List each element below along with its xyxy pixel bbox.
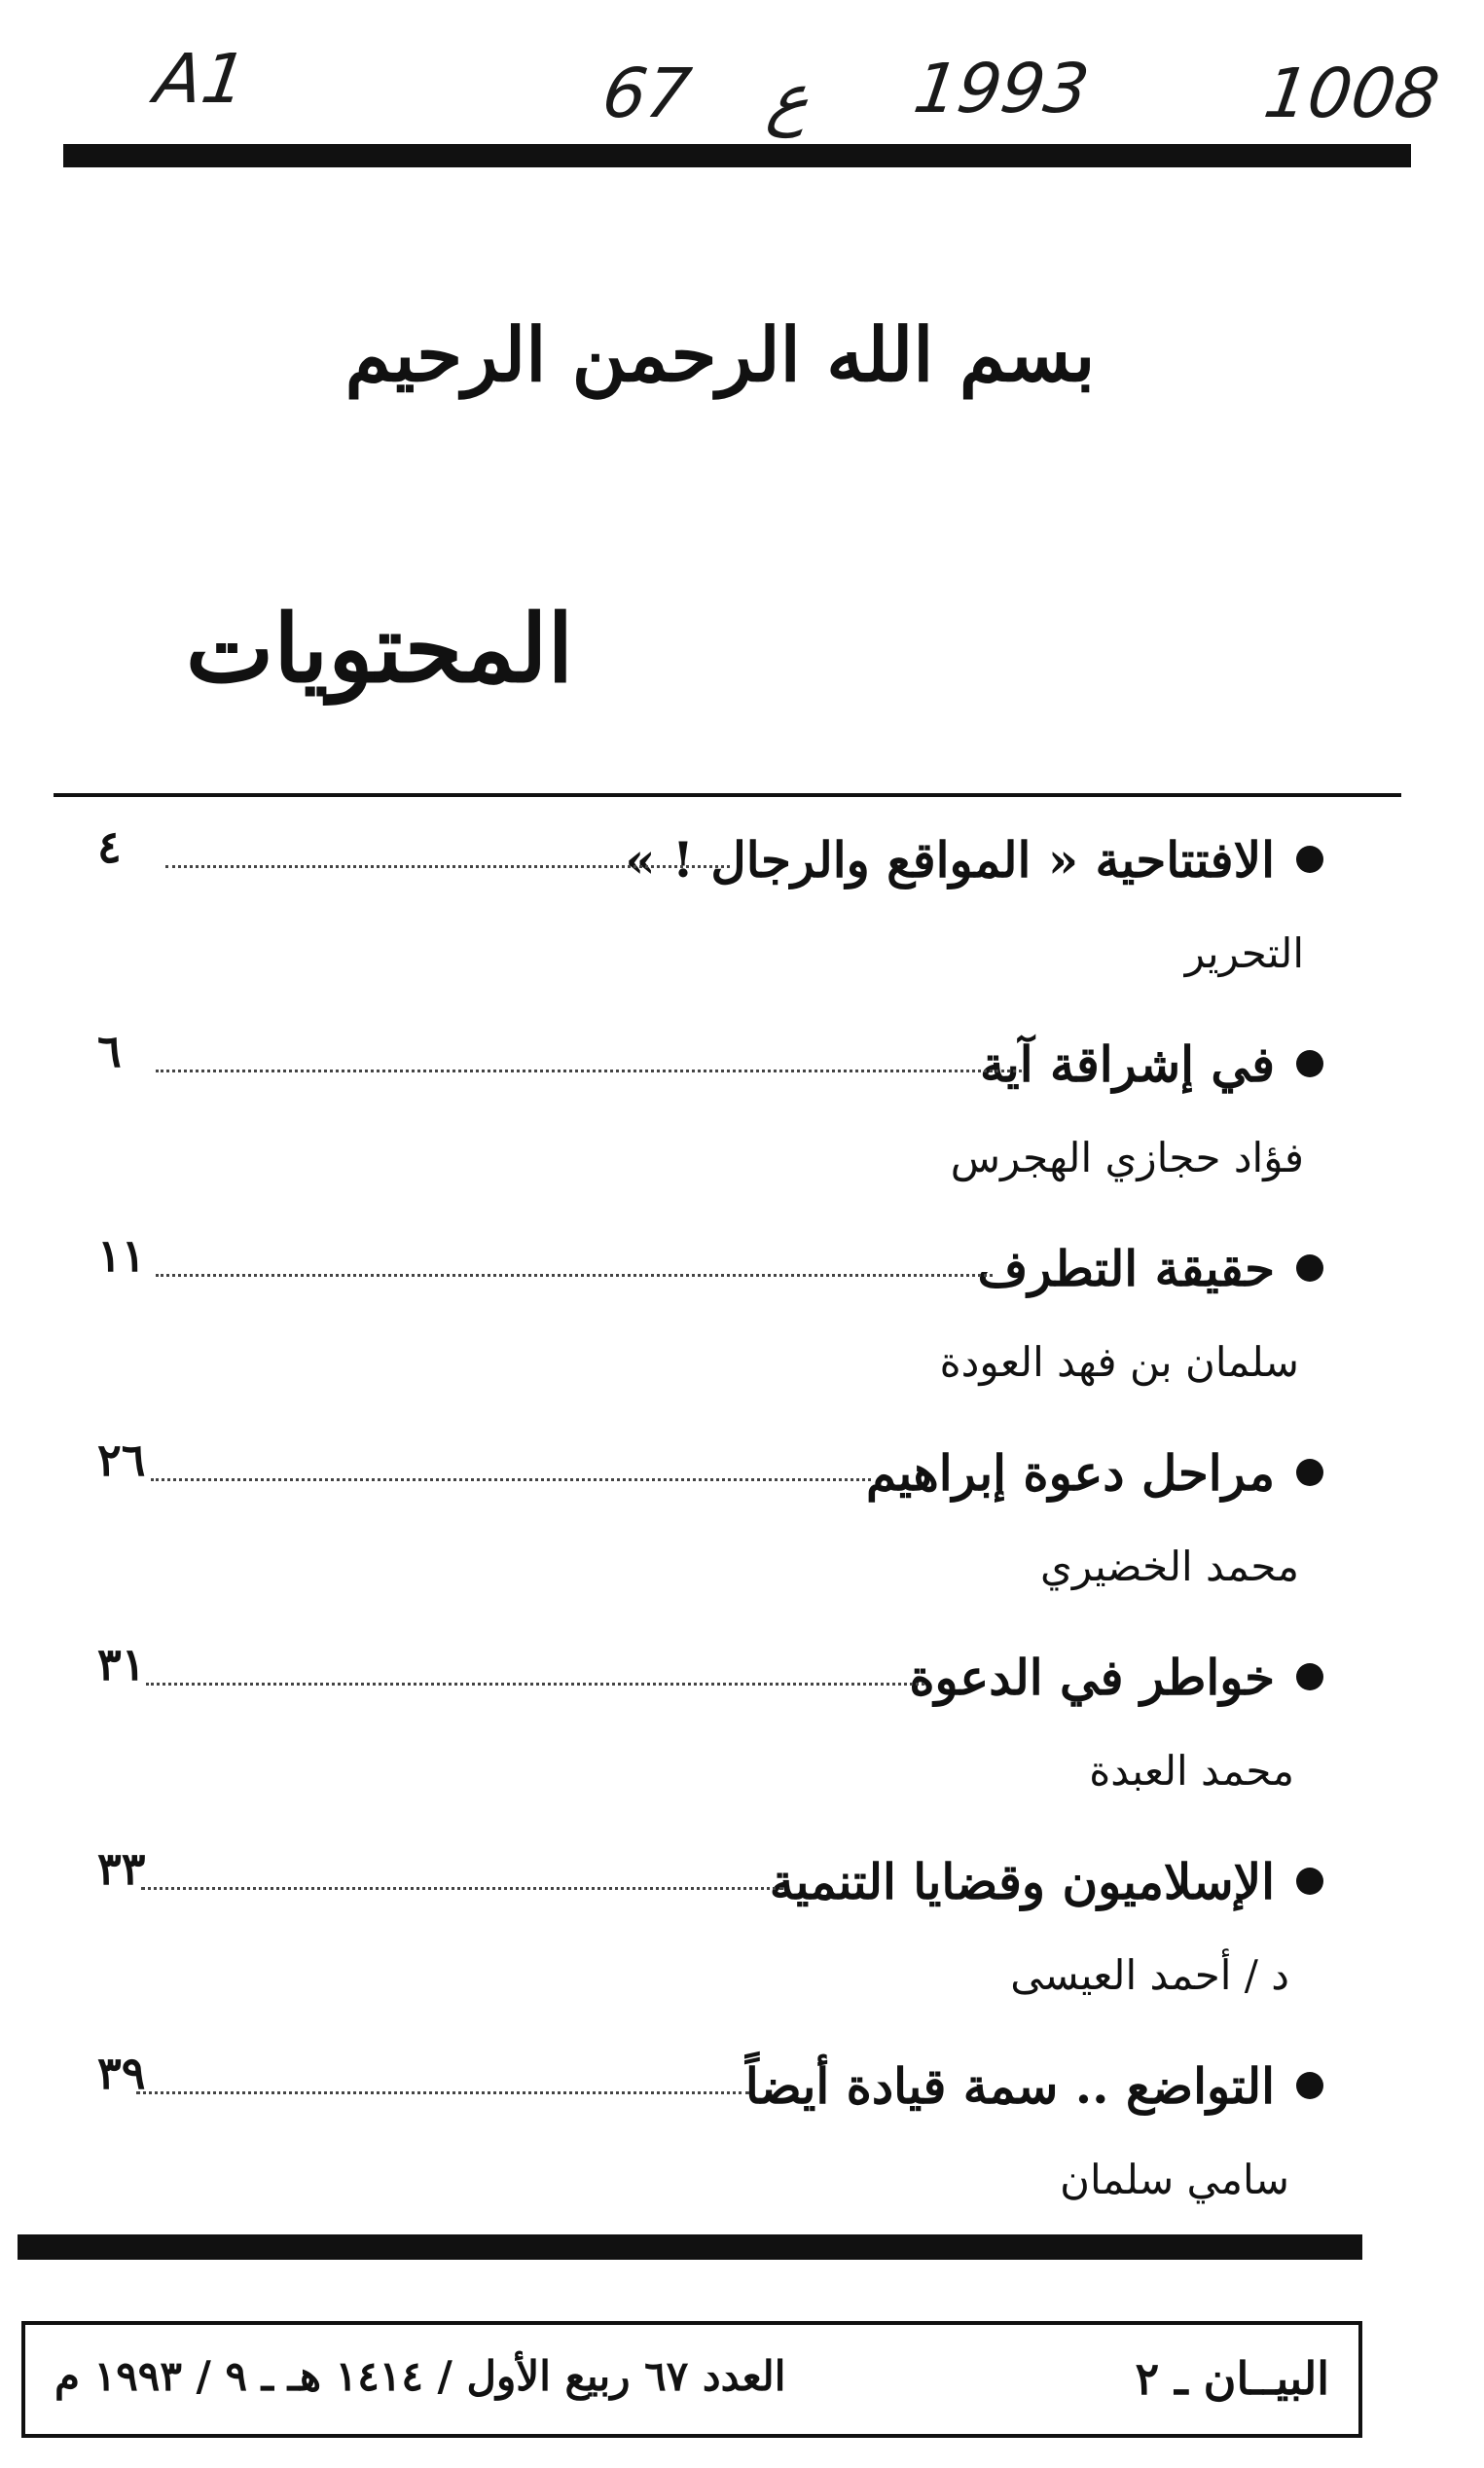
footer-issue-info: العدد ٦٧ ربيع الأول / ١٤١٤ هـ ـ ٩ / ١٩٩٣ م [54, 2352, 786, 2400]
toc-title: في إشراقة آية [980, 1034, 1275, 1093]
toc-author: سامي سلمان [1060, 2156, 1289, 2203]
bullet-icon [1296, 1050, 1323, 1077]
toc-dots [151, 1478, 871, 1481]
toc-entry [97, 1424, 1323, 1531]
toc-entry [97, 1833, 1323, 1940]
toc-author: محمد الخضيري [1039, 1542, 1299, 1590]
toc-title: مراحل دعوة إبراهيم [866, 1443, 1275, 1502]
toc-author: التحرير [1184, 929, 1304, 977]
toc-entry [97, 811, 1323, 918]
toc-title: خواطر في الدعوة [909, 1648, 1275, 1706]
bullet-icon [1296, 1254, 1323, 1282]
bullet-icon [1296, 1868, 1323, 1895]
toc-page: ١١ [97, 1229, 146, 1282]
heading-rule [54, 793, 1401, 797]
basmala: بسم الله الرحمن الرحيم [344, 311, 1096, 398]
handwritten-letter: ع [763, 58, 815, 138]
handwritten-year: 1993 [909, 49, 1094, 128]
footer-magazine-page: البيــان ـ ٢ [1135, 2352, 1329, 2405]
toc-page: ٣١ [97, 1638, 146, 1690]
toc-title: الإسلاميون وقضايا التنمية [769, 1852, 1275, 1910]
handwritten-code: A1 [150, 39, 252, 119]
toc-page: ٦ [97, 1025, 122, 1077]
toc-page: ٢٦ [97, 1434, 146, 1486]
bullet-icon [1296, 1663, 1323, 1690]
toc-dots [141, 1887, 783, 1890]
bullet-icon [1296, 1459, 1323, 1486]
toc-title: الافتتاحية « المواقع والرجال ! » [625, 830, 1275, 889]
toc-dots [165, 865, 730, 868]
toc-dots [156, 1274, 993, 1277]
bullet-icon [1296, 2072, 1323, 2099]
toc-page: ٣٩ [97, 2047, 146, 2099]
toc-entry [97, 1628, 1323, 1735]
bullet-icon [1296, 846, 1323, 873]
toc-title: حقيقة التطرف [977, 1239, 1275, 1297]
toc-author: محمد العبدة [1089, 1747, 1294, 1795]
toc-title: التواضع .. سمة قيادة أيضاً [744, 2056, 1275, 2115]
contents-heading: المحتويات [185, 594, 574, 704]
toc-dots [156, 1070, 1022, 1072]
toc-page: ٤ [97, 820, 122, 873]
top-rule [63, 144, 1411, 167]
footer-box [21, 2321, 1362, 2438]
handwritten-issue: 67 [597, 54, 696, 133]
toc-page: ٣٣ [97, 1842, 146, 1895]
toc-author: فؤاد حجازي الهجرس [950, 1134, 1304, 1181]
toc-entry [97, 1219, 1323, 1326]
handwritten-number: 1008 [1259, 54, 1444, 133]
toc-dots [146, 1683, 924, 1686]
toc-dots [136, 2091, 749, 2094]
toc-entry [97, 1015, 1323, 1122]
bottom-rule [18, 2234, 1362, 2260]
toc-author: د / أحمد العيسى [1010, 1951, 1289, 1999]
toc-author: سلمان بن فهد العودة [939, 1338, 1299, 1386]
toc-entry [97, 2037, 1323, 2144]
